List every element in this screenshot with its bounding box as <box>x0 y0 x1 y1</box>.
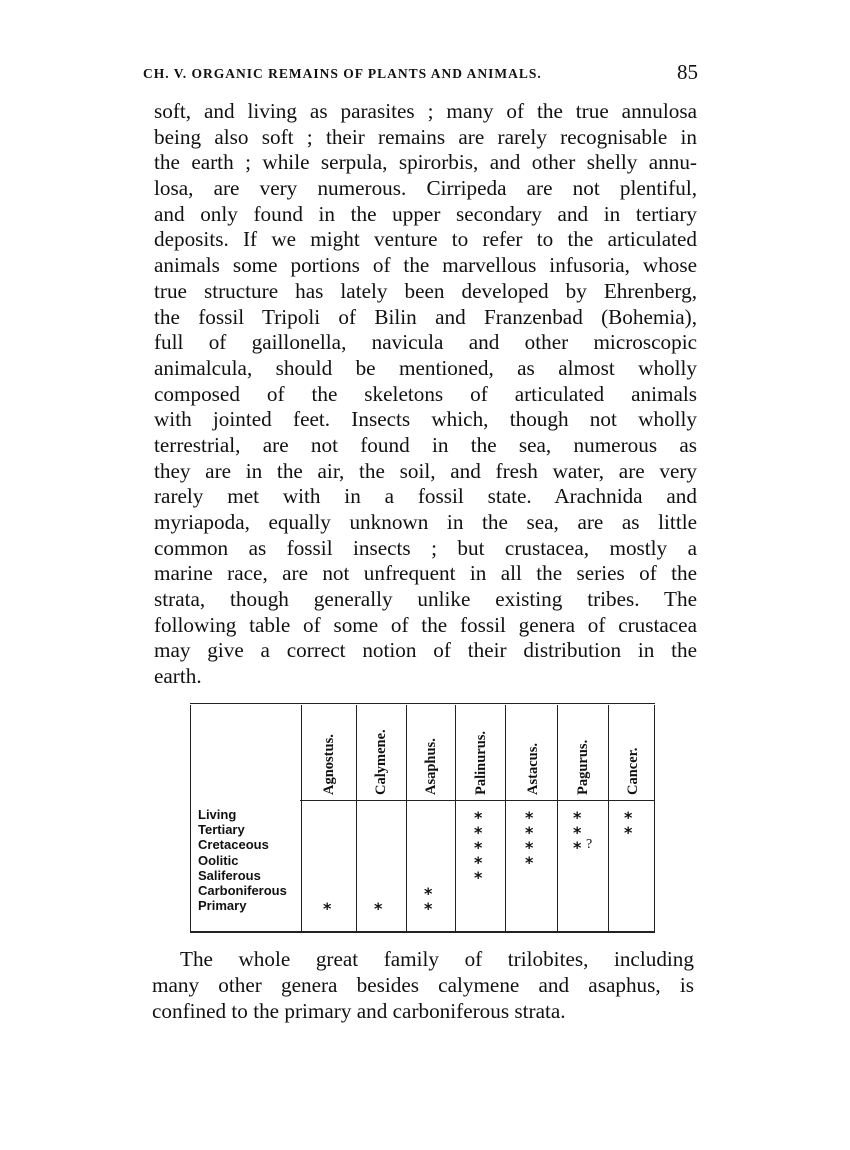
text-line: The whole great family of trilobites, including <box>180 947 694 971</box>
column-header-palinurus <box>458 715 508 795</box>
column-header-cancer <box>610 715 660 795</box>
table-bottom-rule <box>190 931 655 933</box>
row-label-tertiary: Tertiary <box>198 822 245 838</box>
column-header-calymene <box>358 715 408 795</box>
text-line: being also soft ; their remains are rarely recognisable in <box>154 124 697 149</box>
text-line: true structure has lately been developed by Ehrenberg, <box>154 278 697 303</box>
column-header-label: Astacus. <box>525 743 541 795</box>
column-divider <box>356 705 357 931</box>
row-labels <box>198 807 287 913</box>
text-line: earth. <box>154 664 202 689</box>
text-line: losa, are very numerous. Cirripeda are not plentiful, <box>154 176 697 201</box>
closing-paragraph <box>152 946 694 1024</box>
text-line: animals some portions of the marvellous infusoria, whose <box>154 253 697 278</box>
column-header-pagurus <box>560 715 610 795</box>
column-header-asaphus <box>408 715 458 795</box>
table-header-rule <box>300 800 655 801</box>
crustacea-distribution-table <box>190 703 655 937</box>
text-line: following table of some of the fossil genera of crustacea <box>154 612 697 637</box>
text-line: they are in the air, the soil, and fresh water, are very <box>154 458 697 483</box>
page-number: 85 <box>677 60 698 84</box>
chapter-title: CH. V. ORGANIC REMAINS OF PLANTS AND ANIMALS. <box>143 66 542 81</box>
text-line: marine race, are not unfrequent in all the series of the <box>154 561 697 586</box>
text-line: and only found in the upper secondary and in tertiary <box>154 201 697 226</box>
table-top-rule <box>190 703 655 704</box>
row-label-carboniferous: Carboniferous <box>198 882 287 898</box>
column-header-astacus <box>510 715 560 795</box>
text-line: confined to the primary and carboniferous strata. <box>152 999 566 1023</box>
text-line: rarely met with in a fossil state. Arachnida and <box>154 484 697 509</box>
occurrence-mark: * <box>573 808 582 827</box>
text-line: myriapoda, equally unknown in the sea, are as little <box>154 510 697 534</box>
column-header-label: Palinurus. <box>473 730 489 795</box>
text-line: soft, and living as parasites ; many of the true annulosa <box>154 99 697 123</box>
column-header-label: Agnostus. <box>321 734 337 795</box>
row-label-saliferous: Saliferous <box>198 867 261 883</box>
occurrence-mark: * <box>374 899 383 918</box>
occurrence-mark: * <box>424 884 433 903</box>
occurrence-mark: * <box>474 808 483 827</box>
row-label-living: Living <box>198 807 237 822</box>
text-line: the fossil Tripoli of Bilin and Franzenbad (Bohemia), <box>154 304 697 329</box>
text-line: animalcula, should be mentioned, as almost wholly <box>154 355 697 380</box>
text-line: may give a correct notion of their distribution in the <box>154 638 697 663</box>
column-header-agnostus <box>306 715 356 795</box>
occurrence-mark: * <box>525 853 534 872</box>
text-line: many other genera besides calymene and asaphus, is <box>152 973 694 997</box>
occurrence-mark: * <box>474 868 483 887</box>
occurrence-mark: * <box>525 823 534 842</box>
text-line: deposits. If we might venture to refer to the articulated <box>154 227 697 252</box>
text-line: full of gaillonella, navicula and other microscopic <box>154 330 697 355</box>
column-header-label: Asaphus. <box>423 738 439 795</box>
text-line: with jointed feet. Insects which, though not wholly <box>154 407 697 432</box>
occurrence-mark: * <box>573 838 582 857</box>
running-header <box>143 60 698 90</box>
occurrence-mark: * <box>573 823 582 842</box>
text-line: common as fossil insects ; but crustacea, mostly a <box>154 535 697 560</box>
body-paragraph <box>154 99 697 690</box>
occurrence-mark: * <box>323 899 332 918</box>
uncertain-mark: ? <box>586 837 593 852</box>
occurrence-mark: * <box>624 808 633 827</box>
table-left-border <box>190 705 191 931</box>
row-label-cretaceous: Cretaceous <box>198 837 269 853</box>
column-header-label: Pagurus. <box>575 739 591 795</box>
occurrence-mark: * <box>474 838 483 857</box>
occurrence-mark: * <box>474 823 483 842</box>
text-line: composed of the skeletons of articulated animals <box>154 381 697 406</box>
occurrence-mark: * <box>424 899 433 918</box>
text-line: the earth ; while serpula, spirorbis, and other shelly annu- <box>154 150 697 175</box>
row-label-oolitic: Oolitic <box>198 852 239 868</box>
occurrence-mark: * <box>525 808 534 827</box>
column-header-label: Cancer. <box>625 747 641 795</box>
occurrence-mark: * <box>525 838 534 857</box>
occurrence-mark: * <box>474 853 483 872</box>
row-label-primary: Primary <box>198 898 247 914</box>
text-line: terrestrial, are not found in the sea, numerous as <box>154 432 697 457</box>
column-header-label: Calymene. <box>373 729 389 795</box>
column-divider <box>301 705 302 931</box>
text-line: strata, though generally unlike existing tribes. The <box>154 587 697 612</box>
occurrence-mark: * <box>624 823 633 842</box>
